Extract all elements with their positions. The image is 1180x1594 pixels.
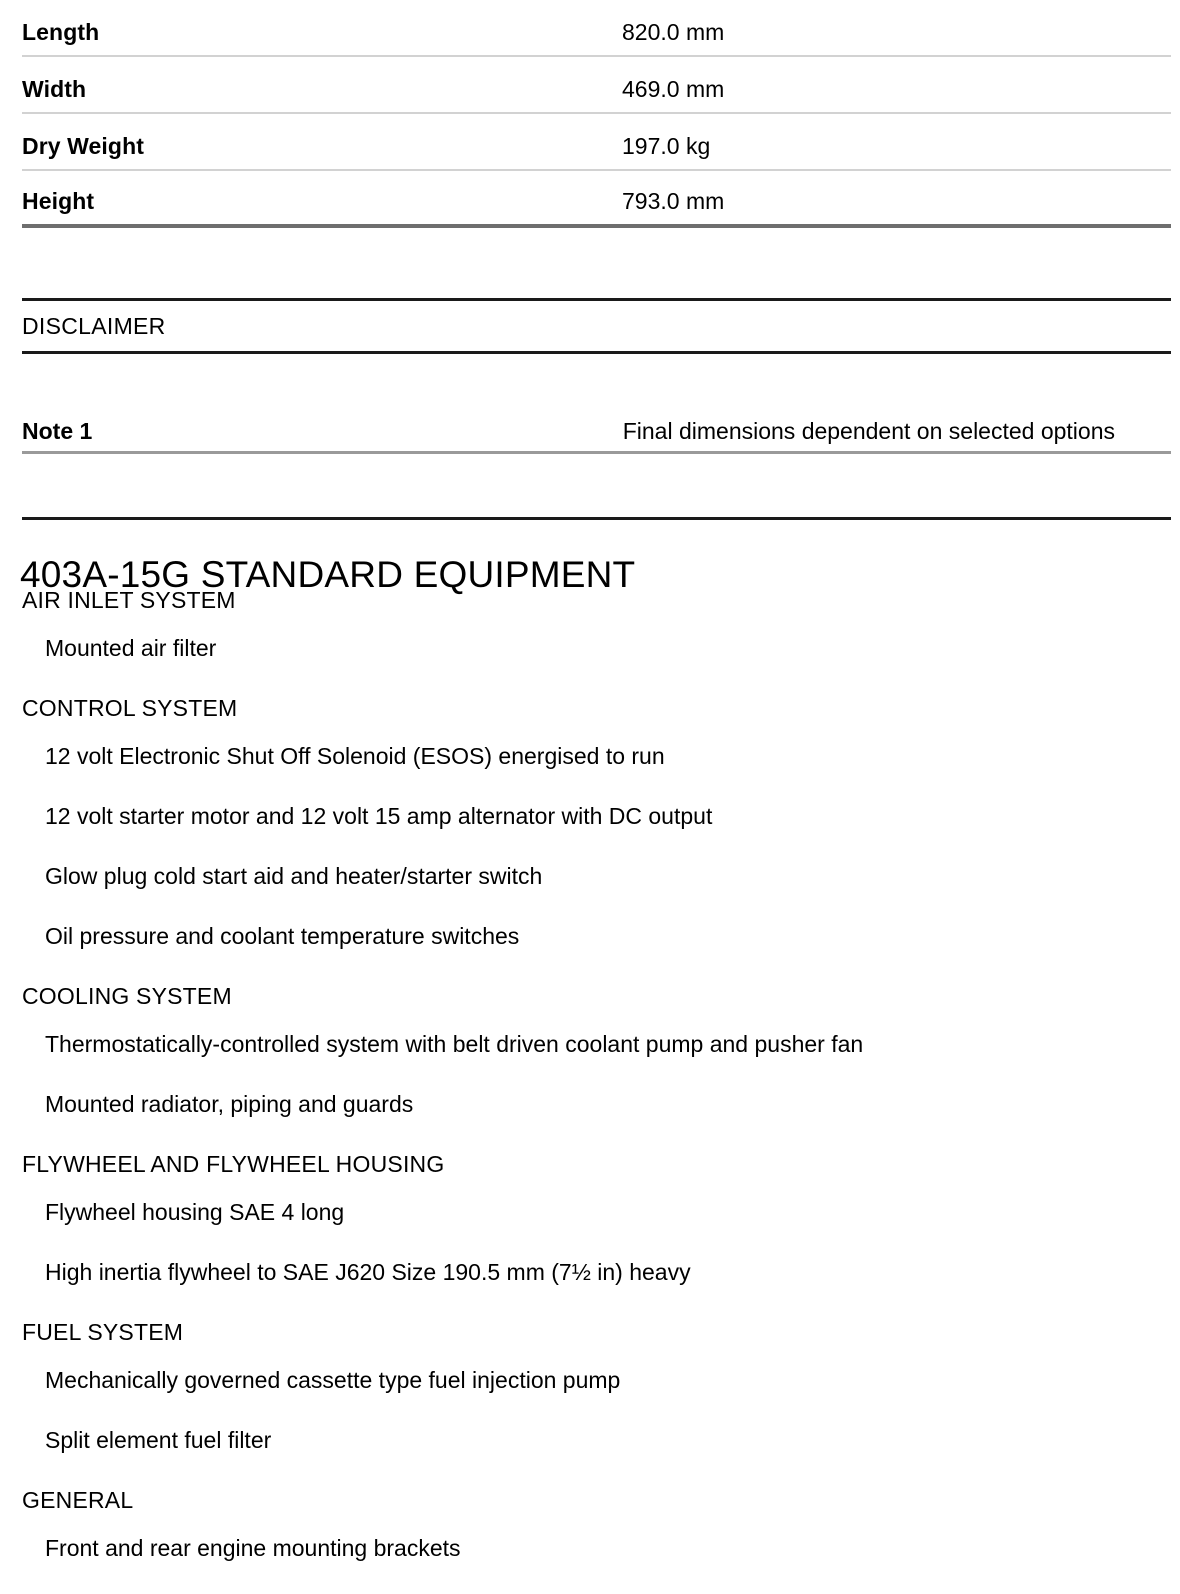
title-divider [22, 517, 1171, 520]
spec-value: 793.0 mm [622, 188, 725, 214]
list-item: Mounted air filter [45, 635, 217, 661]
list-item: Flywheel housing SAE 4 long [45, 1199, 345, 1225]
standard-equipment-list [0, 586, 1180, 1594]
spec-value: 197.0 kg [622, 133, 711, 159]
equipment-section-heading: CONTROL SYSTEM [22, 695, 238, 721]
spec-label: Dry Weight [22, 133, 144, 159]
list-item: Split element fuel filter [45, 1427, 272, 1453]
spec-label: Length [22, 19, 100, 45]
list-item: Front and rear engine mounting brackets [45, 1535, 461, 1561]
list-item: 12 volt starter motor and 12 volt 15 amp alternator with DC output [45, 803, 713, 829]
spec-value: 469.0 mm [622, 76, 725, 102]
note-row [22, 414, 1171, 454]
equipment-section [0, 694, 1180, 982]
equipment-section [0, 982, 1180, 1150]
list-item: 12 volt Electronic Shut Off Solenoid (ESOS) energised to run [45, 743, 665, 769]
equipment-section-heading: FLYWHEEL AND FLYWHEEL HOUSING [22, 1151, 445, 1177]
disclaimer-heading: DISCLAIMER [22, 313, 166, 339]
equipment-section-heading: COOLING SYSTEM [22, 983, 232, 1009]
equipment-section [0, 1150, 1180, 1318]
list-item: High inertia flywheel to SAE J620 Size 190.5 mm (7½ in) heavy [45, 1259, 691, 1285]
spec-value: 820.0 mm [622, 19, 725, 45]
list-item: Thermostatically-controlled system with belt driven coolant pump and pusher fan [45, 1031, 864, 1057]
table-row [22, 0, 1171, 57]
equipment-section-heading: AIR INLET SYSTEM [22, 587, 236, 613]
equipment-section [0, 1486, 1180, 1594]
equipment-section [0, 586, 1180, 694]
table-row [22, 57, 1171, 114]
equipment-section-heading: FUEL SYSTEM [22, 1319, 184, 1345]
equipment-section-heading: GENERAL [22, 1487, 134, 1513]
spec-label: Width [22, 76, 87, 102]
equipment-section [0, 1318, 1180, 1486]
note-label: Note 1 [22, 418, 93, 444]
note-value: Final dimensions dependent on selected options [622, 418, 1115, 444]
list-item: Mounted radiator, piping and guards [45, 1091, 414, 1117]
list-item: Glow plug cold start aid and heater/starter switch [45, 863, 543, 889]
list-item: Mechanically governed cassette type fuel injection pump [45, 1367, 621, 1393]
disclaimer-section [22, 298, 1171, 354]
page-title: 403A-15G STANDARD EQUIPMENT [20, 553, 636, 595]
spec-label: Height [22, 188, 95, 214]
list-item: Oil pressure and coolant temperature switches [45, 923, 520, 949]
specification-table [22, 0, 1171, 228]
table-row [22, 171, 1171, 228]
table-row [22, 114, 1171, 171]
